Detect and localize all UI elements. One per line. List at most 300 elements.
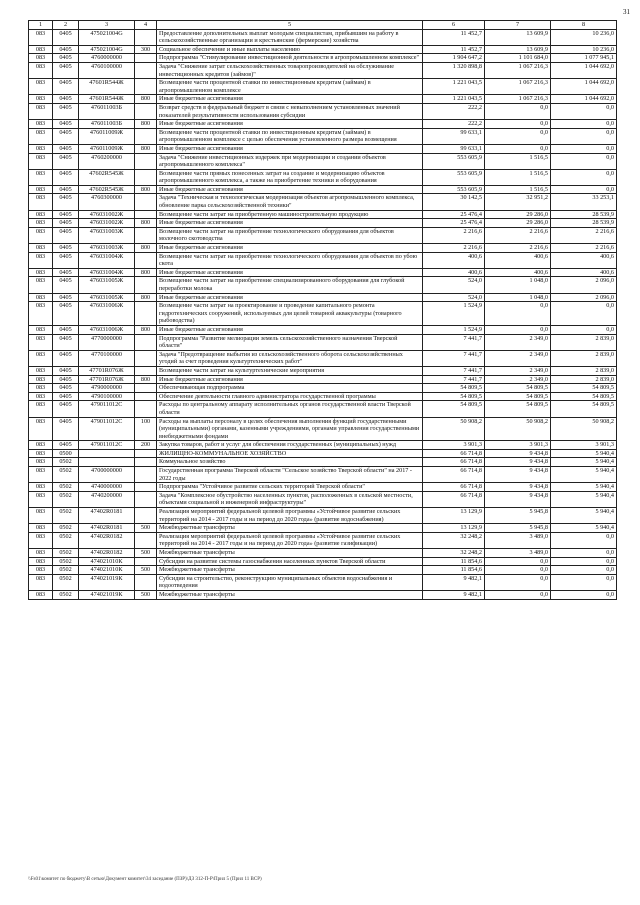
cell-amount-col8: 50 908,2: [551, 417, 617, 441]
cell-target-article: 476031006Ж: [79, 325, 135, 334]
cell-expense-kind: 800: [135, 375, 157, 384]
cell-amount-col8: 0,0: [551, 574, 617, 590]
cell-amount-col8: 1 044 692,0: [551, 79, 617, 95]
cell-name: Задача "Снижение затрат сельскохозяйственных товаропроизводителей на обслуживание инвестиционных кредитов (займов)": [157, 62, 423, 78]
cell-target-article: [79, 449, 135, 458]
table-row: [29, 45, 617, 54]
cell-amount-col8: 33 253,1: [551, 194, 617, 210]
cell-name: Задача "Техническая и технологическая модернизация объектов агропромышленного комплекса, обновление парка сельскохозяйственной техники": [157, 194, 423, 210]
cell-name: Межбюджетные трансферты: [157, 524, 423, 533]
cell-target-article: 47602R545Ж: [79, 169, 135, 185]
cell-target-article: 476031005Ж: [79, 277, 135, 293]
cell-amount-col7: 0,0: [485, 574, 551, 590]
cell-name: Коммунальное хозяйство: [157, 458, 423, 467]
cell-ministry-code: 083: [29, 366, 53, 375]
cell-amount-col7: 1 067 216,3: [485, 79, 551, 95]
cell-amount-col6: 1 320 898,8: [423, 62, 485, 78]
cell-name: Возмещение части затрат на культуртехнические мероприятия: [157, 366, 423, 375]
cell-expense-kind: 800: [135, 268, 157, 277]
cell-amount-col6: 25 476,4: [423, 210, 485, 219]
table-row: [29, 508, 617, 524]
cell-amount-col8: 2 839,0: [551, 375, 617, 384]
cell-amount-col8: 28 539,9: [551, 219, 617, 228]
cell-amount-col7: 5 945,8: [485, 508, 551, 524]
cell-ministry-code: 083: [29, 185, 53, 194]
cell-ministry-code: 083: [29, 227, 53, 243]
cell-section-code: 0500: [53, 449, 79, 458]
cell-name: Иные бюджетные ассигнования: [157, 185, 423, 194]
cell-amount-col6: 1 221 043,5: [423, 95, 485, 104]
cell-name: Иные бюджетные ассигнования: [157, 244, 423, 253]
cell-expense-kind: [135, 557, 157, 566]
cell-amount-col6: 11 452,7: [423, 29, 485, 45]
cell-ministry-code: 083: [29, 268, 53, 277]
cell-section-code: 0502: [53, 467, 79, 483]
cell-amount-col8: 0,0: [551, 325, 617, 334]
cell-ministry-code: 083: [29, 458, 53, 467]
cell-target-article: 4770100000: [79, 350, 135, 366]
cell-amount-col8: 0,0: [551, 128, 617, 144]
cell-section-code: 0405: [53, 29, 79, 45]
cell-amount-col7: 54 809,5: [485, 401, 551, 417]
header-col-7: 7: [485, 21, 551, 30]
cell-section-code: 0502: [53, 458, 79, 467]
table-row: [29, 153, 617, 169]
cell-amount-col8: 2 839,0: [551, 334, 617, 350]
cell-section-code: 0405: [53, 366, 79, 375]
cell-target-article: 47402R0181: [79, 524, 135, 533]
cell-section-code: 0502: [53, 590, 79, 599]
cell-expense-kind: 100: [135, 417, 157, 441]
cell-amount-col8: 400,6: [551, 252, 617, 268]
cell-amount-col6: 11 854,6: [423, 566, 485, 575]
table-row: [29, 491, 617, 507]
cell-section-code: 0405: [53, 293, 79, 302]
header-col-8: 8: [551, 21, 617, 30]
cell-expense-kind: [135, 334, 157, 350]
cell-target-article: 4760300000: [79, 194, 135, 210]
cell-expense-kind: [135, 366, 157, 375]
cell-ministry-code: 083: [29, 54, 53, 63]
cell-section-code: 0405: [53, 384, 79, 393]
cell-ministry-code: 083: [29, 384, 53, 393]
table-body: [29, 29, 617, 599]
table-row: [29, 366, 617, 375]
cell-amount-col6: 11 452,7: [423, 45, 485, 54]
cell-amount-col7: 0,0: [485, 302, 551, 326]
cell-amount-col7: 2 216,6: [485, 244, 551, 253]
table-row: [29, 566, 617, 575]
cell-ministry-code: 083: [29, 252, 53, 268]
cell-ministry-code: 083: [29, 210, 53, 219]
table-row: [29, 62, 617, 78]
cell-name: Обеспечение деятельности главного администратора государственной программы: [157, 392, 423, 401]
cell-amount-col6: 66 714,8: [423, 467, 485, 483]
cell-amount-col7: 2 349,0: [485, 334, 551, 350]
cell-amount-col8: 54 809,5: [551, 392, 617, 401]
cell-target-article: 476031006Ж: [79, 302, 135, 326]
cell-section-code: 0502: [53, 524, 79, 533]
cell-amount-col7: 50 908,2: [485, 417, 551, 441]
cell-section-code: 0405: [53, 185, 79, 194]
cell-ministry-code: 083: [29, 508, 53, 524]
cell-name: Иные бюджетные ассигнования: [157, 268, 423, 277]
cell-amount-col6: 50 908,2: [423, 417, 485, 441]
cell-amount-col8: 0,0: [551, 144, 617, 153]
cell-expense-kind: [135, 29, 157, 45]
cell-section-code: 0502: [53, 549, 79, 558]
cell-expense-kind: 800: [135, 219, 157, 228]
cell-section-code: 0502: [53, 508, 79, 524]
cell-ministry-code: 083: [29, 153, 53, 169]
cell-amount-col7: 1 516,5: [485, 153, 551, 169]
cell-name: Закупка товаров, работ и услуг для обеспечения государственных (муниципальных) нужд: [157, 441, 423, 450]
cell-amount-col7: 2 349,0: [485, 375, 551, 384]
cell-ministry-code: 083: [29, 219, 53, 228]
cell-amount-col7: 0,0: [485, 566, 551, 575]
cell-section-code: 0502: [53, 574, 79, 590]
cell-expense-kind: [135, 252, 157, 268]
table-row: [29, 557, 617, 566]
cell-target-article: 476031003Ж: [79, 244, 135, 253]
cell-name: Возмещение части затрат на проектирование и проведение капитального ремонта гидротехнических сооружений, используемых для целей товарной аквакультуры (товарного рыбоводства): [157, 302, 423, 326]
cell-name: Межбюджетные трансферты: [157, 549, 423, 558]
cell-amount-col7: 0,0: [485, 120, 551, 129]
table-row: [29, 417, 617, 441]
cell-expense-kind: [135, 483, 157, 492]
cell-amount-col7: 9 434,8: [485, 491, 551, 507]
cell-amount-col8: 28 539,9: [551, 210, 617, 219]
cell-name: Обеспечивающая подпрограмма: [157, 384, 423, 393]
cell-section-code: 0502: [53, 557, 79, 566]
cell-amount-col6: 400,6: [423, 252, 485, 268]
cell-target-article: 4760100000: [79, 62, 135, 78]
table-row: [29, 54, 617, 63]
cell-target-article: 475021004G: [79, 29, 135, 45]
cell-name: Задача "Комплексное обустройство населенных пунктов, расположенных в сельской местности, объектами социальной и инженерной инфраструктуры": [157, 491, 423, 507]
cell-amount-col8: 5 940,4: [551, 449, 617, 458]
cell-ministry-code: 083: [29, 144, 53, 153]
cell-target-article: 4760000000: [79, 54, 135, 63]
cell-expense-kind: [135, 79, 157, 95]
table-row: [29, 590, 617, 599]
cell-amount-col6: 222,2: [423, 103, 485, 119]
cell-amount-col6: 2 216,6: [423, 244, 485, 253]
cell-amount-col7: 54 809,5: [485, 392, 551, 401]
cell-target-article: 4790100000: [79, 392, 135, 401]
cell-name: Субсидии на развитие системы газоснабжения населенных пунктов Тверской области: [157, 557, 423, 566]
cell-name: Иные бюджетные ассигнования: [157, 293, 423, 302]
table-row: [29, 277, 617, 293]
cell-amount-col6: 524,0: [423, 293, 485, 302]
table-row: [29, 574, 617, 590]
table-row: [29, 325, 617, 334]
cell-ministry-code: 083: [29, 169, 53, 185]
cell-expense-kind: [135, 449, 157, 458]
cell-amount-col6: 11 854,6: [423, 557, 485, 566]
cell-amount-col8: 0,0: [551, 590, 617, 599]
cell-amount-col7: 29 286,0: [485, 219, 551, 228]
cell-expense-kind: [135, 128, 157, 144]
cell-expense-kind: 800: [135, 244, 157, 253]
cell-amount-col6: 7 441,7: [423, 334, 485, 350]
cell-amount-col6: 7 441,7: [423, 366, 485, 375]
cell-ministry-code: 083: [29, 79, 53, 95]
cell-section-code: 0502: [53, 483, 79, 492]
cell-amount-col8: 5 940,4: [551, 458, 617, 467]
cell-amount-col6: 66 714,8: [423, 483, 485, 492]
cell-amount-col7: 0,0: [485, 325, 551, 334]
cell-target-article: 476031004Ж: [79, 268, 135, 277]
cell-amount-col7: 3 489,0: [485, 532, 551, 548]
cell-target-article: 479011012С: [79, 417, 135, 441]
cell-amount-col8: 5 940,4: [551, 524, 617, 533]
table-row: [29, 467, 617, 483]
cell-name: Задача "Предотвращение выбытия из сельскохозяйственного оборота сельскохозяйственных угодий за счет проведения культуртехнических работ": [157, 350, 423, 366]
cell-section-code: 0405: [53, 153, 79, 169]
table-row: [29, 95, 617, 104]
cell-amount-col6: 1 524,9: [423, 325, 485, 334]
cell-target-article: 47701R076Ж: [79, 375, 135, 384]
table-row: [29, 219, 617, 228]
cell-amount-col8: 5 940,4: [551, 467, 617, 483]
cell-name: Субсидии на строительство, реконструкцию муниципальных объектов водоснабжения и водоотведения: [157, 574, 423, 590]
cell-amount-col6: 99 633,1: [423, 128, 485, 144]
cell-amount-col6: 400,6: [423, 268, 485, 277]
cell-section-code: 0502: [53, 491, 79, 507]
cell-expense-kind: 800: [135, 144, 157, 153]
cell-section-code: 0405: [53, 417, 79, 441]
cell-amount-col8: 1 044 692,0: [551, 95, 617, 104]
cell-expense-kind: 800: [135, 120, 157, 129]
cell-ministry-code: 083: [29, 449, 53, 458]
cell-expense-kind: [135, 62, 157, 78]
table-row: [29, 252, 617, 268]
cell-name: Иные бюджетные ассигнования: [157, 95, 423, 104]
cell-amount-col7: 400,6: [485, 268, 551, 277]
cell-amount-col6: 99 633,1: [423, 144, 485, 153]
cell-expense-kind: 200: [135, 441, 157, 450]
cell-ministry-code: 083: [29, 334, 53, 350]
cell-target-article: 4760200000: [79, 153, 135, 169]
cell-amount-col7: 2 349,0: [485, 350, 551, 366]
cell-section-code: 0405: [53, 350, 79, 366]
cell-amount-col7: 3 489,0: [485, 549, 551, 558]
cell-ministry-code: 083: [29, 194, 53, 210]
table-row: [29, 334, 617, 350]
cell-section-code: 0405: [53, 277, 79, 293]
cell-expense-kind: [135, 491, 157, 507]
cell-section-code: 0405: [53, 302, 79, 326]
cell-amount-col6: 66 714,8: [423, 458, 485, 467]
cell-expense-kind: [135, 392, 157, 401]
cell-amount-col6: 553 605,9: [423, 153, 485, 169]
cell-amount-col7: 1 101 684,0: [485, 54, 551, 63]
table-header-row: [29, 21, 617, 30]
cell-amount-col6: 553 605,9: [423, 185, 485, 194]
cell-section-code: 0405: [53, 334, 79, 350]
cell-expense-kind: [135, 532, 157, 548]
cell-expense-kind: [135, 54, 157, 63]
cell-name: Задача "Снижение инвестиционных издержек при модернизации и создании объектов агропромышленного комплекса": [157, 153, 423, 169]
cell-ministry-code: 083: [29, 549, 53, 558]
header-col-5: 5: [157, 21, 423, 30]
cell-name: Расходы на выплаты персоналу в целях обеспечения выполнения функций государственными (муниципальными) органами, казенными учреждениями, органами управления государственными внебюджетными фондами: [157, 417, 423, 441]
cell-amount-col7: 0,0: [485, 128, 551, 144]
cell-expense-kind: [135, 302, 157, 326]
cell-expense-kind: [135, 169, 157, 185]
cell-name: Межбюджетные трансферты: [157, 590, 423, 599]
cell-ministry-code: 083: [29, 491, 53, 507]
cell-amount-col8: 54 809,5: [551, 384, 617, 393]
table-row: [29, 79, 617, 95]
cell-amount-col6: 66 714,8: [423, 491, 485, 507]
cell-ministry-code: 083: [29, 120, 53, 129]
cell-target-article: 474021019К: [79, 590, 135, 599]
cell-amount-col6: 222,2: [423, 120, 485, 129]
cell-amount-col6: 66 714,8: [423, 449, 485, 458]
cell-ministry-code: 083: [29, 29, 53, 45]
table-row: [29, 185, 617, 194]
cell-amount-col6: 30 142,5: [423, 194, 485, 210]
cell-target-article: 47402R0181: [79, 508, 135, 524]
table-row: [29, 449, 617, 458]
cell-amount-col7: 0,0: [485, 103, 551, 119]
cell-expense-kind: [135, 194, 157, 210]
cell-name: Подпрограмма "Развитие мелиорации земель сельскохозяйственного назначения Тверской области": [157, 334, 423, 350]
cell-section-code: 0405: [53, 95, 79, 104]
cell-expense-kind: 800: [135, 95, 157, 104]
cell-section-code: 0405: [53, 45, 79, 54]
cell-expense-kind: 800: [135, 293, 157, 302]
cell-target-article: 4740000000: [79, 483, 135, 492]
cell-expense-kind: 300: [135, 45, 157, 54]
cell-amount-col6: 9 482,1: [423, 590, 485, 599]
table-row: [29, 29, 617, 45]
cell-amount-col8: 10 236,0: [551, 29, 617, 45]
cell-amount-col7: 32 951,2: [485, 194, 551, 210]
cell-amount-col6: 9 482,1: [423, 574, 485, 590]
cell-amount-col8: 1 077 945,1: [551, 54, 617, 63]
cell-amount-col7: 29 286,0: [485, 210, 551, 219]
cell-section-code: 0405: [53, 54, 79, 63]
cell-ministry-code: 083: [29, 401, 53, 417]
cell-target-article: 476031002Ж: [79, 219, 135, 228]
cell-name: Подпрограмма "Устойчивое развитие сельских территорий Тверской области": [157, 483, 423, 492]
cell-name: Иные бюджетные ассигнования: [157, 325, 423, 334]
cell-amount-col6: 32 248,2: [423, 549, 485, 558]
cell-target-article: 476011003Б: [79, 103, 135, 119]
cell-amount-col8: 10 236,0: [551, 45, 617, 54]
cell-name: Иные бюджетные ассигнования: [157, 375, 423, 384]
cell-name: Возмещение части процентной ставки по инвестиционным кредитам (займам) в агропромышленном комплексе с целью обеспечения установленного размера возмещения: [157, 128, 423, 144]
table-row: [29, 194, 617, 210]
cell-amount-col8: 0,0: [551, 153, 617, 169]
cell-target-article: 476011003Б: [79, 120, 135, 129]
cell-amount-col7: 13 609,9: [485, 45, 551, 54]
cell-target-article: 4790000000: [79, 384, 135, 393]
cell-ministry-code: 083: [29, 566, 53, 575]
cell-amount-col8: 2 839,0: [551, 350, 617, 366]
cell-amount-col6: 13 129,9: [423, 508, 485, 524]
cell-target-article: 476031003Ж: [79, 227, 135, 243]
cell-target-article: 479011012С: [79, 441, 135, 450]
cell-ministry-code: 083: [29, 325, 53, 334]
table-row: [29, 227, 617, 243]
cell-expense-kind: 500: [135, 524, 157, 533]
table-row: [29, 375, 617, 384]
cell-section-code: 0405: [53, 219, 79, 228]
cell-ministry-code: 083: [29, 95, 53, 104]
cell-ministry-code: 083: [29, 417, 53, 441]
cell-name: Иные бюджетные ассигнования: [157, 144, 423, 153]
cell-ministry-code: 083: [29, 293, 53, 302]
cell-amount-col6: 54 809,5: [423, 401, 485, 417]
cell-amount-col6: 553 605,9: [423, 169, 485, 185]
cell-target-article: 479011012С: [79, 401, 135, 417]
cell-amount-col6: 13 129,9: [423, 524, 485, 533]
cell-section-code: 0405: [53, 210, 79, 219]
cell-ministry-code: 083: [29, 441, 53, 450]
cell-name: Подпрограмма "Стимулирование инвестиционной деятельности в агропромышленном комплексе": [157, 54, 423, 63]
cell-expense-kind: 500: [135, 566, 157, 575]
cell-amount-col7: 0,0: [485, 590, 551, 599]
cell-amount-col7: 9 434,8: [485, 449, 551, 458]
cell-amount-col8: 0,0: [551, 566, 617, 575]
cell-amount-col7: 1 048,0: [485, 277, 551, 293]
header-col-2: 2: [53, 21, 79, 30]
cell-section-code: 0502: [53, 566, 79, 575]
cell-amount-col6: 7 441,7: [423, 375, 485, 384]
cell-expense-kind: [135, 458, 157, 467]
cell-name: ЖИЛИЩНО-КОММУНАЛЬНОЕ ХОЗЯЙСТВО: [157, 449, 423, 458]
table-row: [29, 210, 617, 219]
cell-expense-kind: [135, 277, 157, 293]
cell-target-article: 47402R0182: [79, 532, 135, 548]
table-row: [29, 532, 617, 548]
cell-amount-col8: 0,0: [551, 103, 617, 119]
cell-name: Предоставление дополнительных выплат молодым специалистам, прибывшим на работу в сельскохозяйственные организации и крестьянские (фермерские) хозяйства: [157, 29, 423, 45]
cell-name: Возмещение части затрат на приобретение технологического оборудования для объектов по убою скота: [157, 252, 423, 268]
cell-section-code: 0405: [53, 244, 79, 253]
cell-amount-col6: 1 221 043,5: [423, 79, 485, 95]
cell-section-code: 0405: [53, 392, 79, 401]
cell-amount-col8: 54 809,5: [551, 401, 617, 417]
cell-amount-col8: 2 096,0: [551, 293, 617, 302]
cell-amount-col7: 1 067 216,3: [485, 62, 551, 78]
cell-target-article: 4700000000: [79, 467, 135, 483]
cell-section-code: 0405: [53, 325, 79, 334]
page-number: 31: [623, 8, 630, 16]
cell-section-code: 0405: [53, 62, 79, 78]
cell-expense-kind: [135, 210, 157, 219]
cell-target-article: 474021010К: [79, 566, 135, 575]
cell-ministry-code: 083: [29, 302, 53, 326]
cell-amount-col8: 0,0: [551, 120, 617, 129]
cell-name: Иные бюджетные ассигнования: [157, 120, 423, 129]
table-row: [29, 268, 617, 277]
cell-amount-col6: 7 441,7: [423, 350, 485, 366]
cell-amount-col8: 0,0: [551, 532, 617, 548]
cell-expense-kind: [135, 350, 157, 366]
cell-amount-col8: 5 940,4: [551, 491, 617, 507]
header-col-4: 4: [135, 21, 157, 30]
cell-amount-col8: 0,0: [551, 302, 617, 326]
cell-target-article: 476011009Ж: [79, 128, 135, 144]
cell-name: Возмещение части затрат на приобретенную машиностроительную продукцию: [157, 210, 423, 219]
cell-target-article: 47601R544Ж: [79, 79, 135, 95]
cell-target-article: 4740200000: [79, 491, 135, 507]
